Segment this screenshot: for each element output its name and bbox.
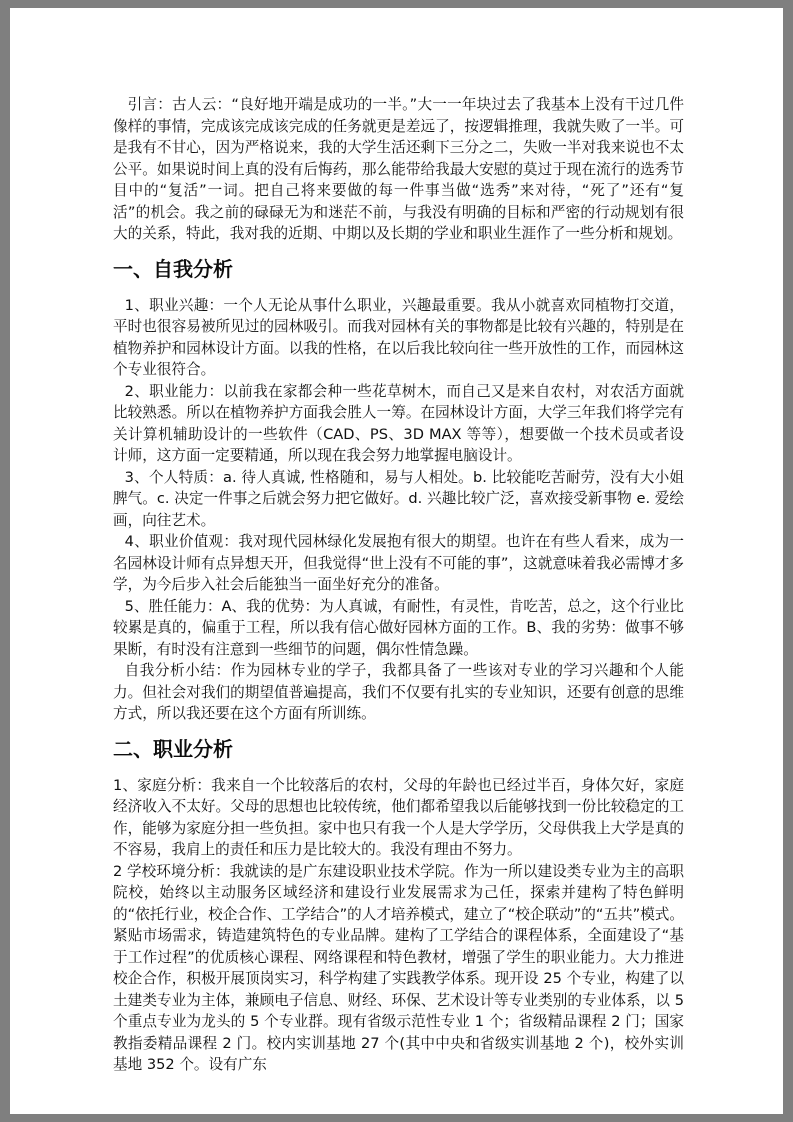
section2-heading: 二、职业分析 (113, 736, 233, 761)
section1-paragraph-career-ability: 2、职业能力：以前我在家都会种一些花草树木，而自己又是来自农村，对农活方面就比较熟悉。所以在植物养护方面我会胜人一筹。在园林设计方面，大学三年我们将学完有关计算机辅助设计的一些软件（CAD、PS、3D MAX 等等），想要做一个技术员或者设计师，这方面一定要精通，所以现在我会努力地掌握电脑设计。 (113, 382, 684, 464)
section2-paragraph-family-analysis: 1、家庭分析：我来自一个比较落后的农村，父母的年龄也已经过半百，身体欠好，家庭经济收入不太好。父母的思想也比较传统，他们都希望我以后能够找到一份比较稳定的工作，能够为家庭分担一些负担。家中也只有我一个人是大学学历，父母供我上大学是真的不容易，我肩上的责任和压力是比较大的。我没有理由不努力。 (113, 776, 684, 858)
section1-paragraph-competence: 5、胜任能力：A、我的优势：为人真诚，有耐性，有灵性，肯吃苦，总之，这个行业比较累是真的，偏重于工程，所以我有信心做好园林方面的工作。B、我的劣势：做事不够果断，有时没有注意到一些细节的问题，偶尔性情急躁。 (113, 597, 684, 658)
document-page (10, 8, 783, 1114)
section1-paragraph-personal-traits: 3、个人特质：a. 待人真诚, 性格随和，易与人相处。b. 比较能吃苦耐劳，没有大小姐脾气。c. 决定一件事之后就会努力把它做好。d. 兴趣比较广泛，喜欢接受新事物 e. 爱绘画，向往艺术。 (113, 468, 684, 529)
section1-paragraph-career-interest: 1、职业兴趣：一个人无论从事什么职业，兴趣最重要。我从小就喜欢同植物打交道，平时也很容易被所见过的园林吸引。而我对园林有关的事物都是比较有兴趣的，特别是在植物养护和园林设计方面。以我的性格，在以后我比较向往一些开放性的工作，而园林这个专业很符合。 (113, 296, 684, 378)
intro-paragraph: 引言：古人云：“良好地开端是成功的一半。”大一一年块过去了我基本上没有干过几件像样的事情，完成该完成该完成的任务就更是差远了，按逻辑推理，我就失败了一半。可是我有不甘心，因为严格说来，我的大学生活还剩下三分之二，失败一半对我来说也不太公平。如果说时间上真的没有后悔药，那么能带给我最大安慰的莫过于现在流行的选秀节目中的“复活”一词。把自己将来要做的每一件事当做“选秀”来对待，“死了”还有“复活”的机会。我之前的碌碌无为和迷茫不前，与我没有明确的目标和严密的行动规划有很大的关系，特此，我对我的近期、中期以及长期的学业和职业生涯作了一些分析和规划。 (113, 96, 684, 242)
section2-paragraph-school-environment: 2 学校环境分析：我就读的是广东建设职业技术学院。作为一所以建设类专业为主的高职院校，始终以主动服务区域经济和建设行业发展需求为己任，探索并建构了特色鲜明的“依托行业，校企合作、工学结合”的人才培养模式，建立了“校企联动”的“五共”模式。紧贴市场需求，铸造建筑特色的专业品牌。建构了工学结合的课程体系，全面建设了“基于工作过程”的优质核心课程、网络课程和特色教材，增强了学生的职业能力。大力推进校企合作，积极开展顶岗实习，科学构建了实践教学体系。现开设 25 个专业，构建了以土建类专业为主体，兼顾电子信息、财经、环保、艺术设计等专业类别的专业体系，以 5 个重点专业为龙头的 5 个专业群。现有省级示范性专业 1 个；省级精品课程 2 门；国家教指委精品课程 2 门。校内实训基地 27 个(其中中央和省级实训基地 2 个)，校外实训基地 352 个。设有广东 (113, 862, 684, 1073)
section1-heading: 一、自我分析 (113, 256, 233, 281)
section1-paragraph-summary: 自我分析小结：作为园林专业的学子，我都具备了一些该对专业的学习兴趣和个人能力。但社会对我们的期望值普遍提高，我们不仅要有扎实的专业知识，还要有创意的思维方式，所以我还要在这个方面有所训练。 (113, 662, 684, 722)
section1-paragraph-career-values: 4、职业价值观：我对现代园林绿化发展抱有很大的期望。也许在有些人看来，成为一名园林设计师有点异想天开，但我觉得“世上没有不可能的事”，这就意味着我必需博才多学，为今后步入社会后能独当一面坐好充分的准备。 (113, 533, 684, 593)
